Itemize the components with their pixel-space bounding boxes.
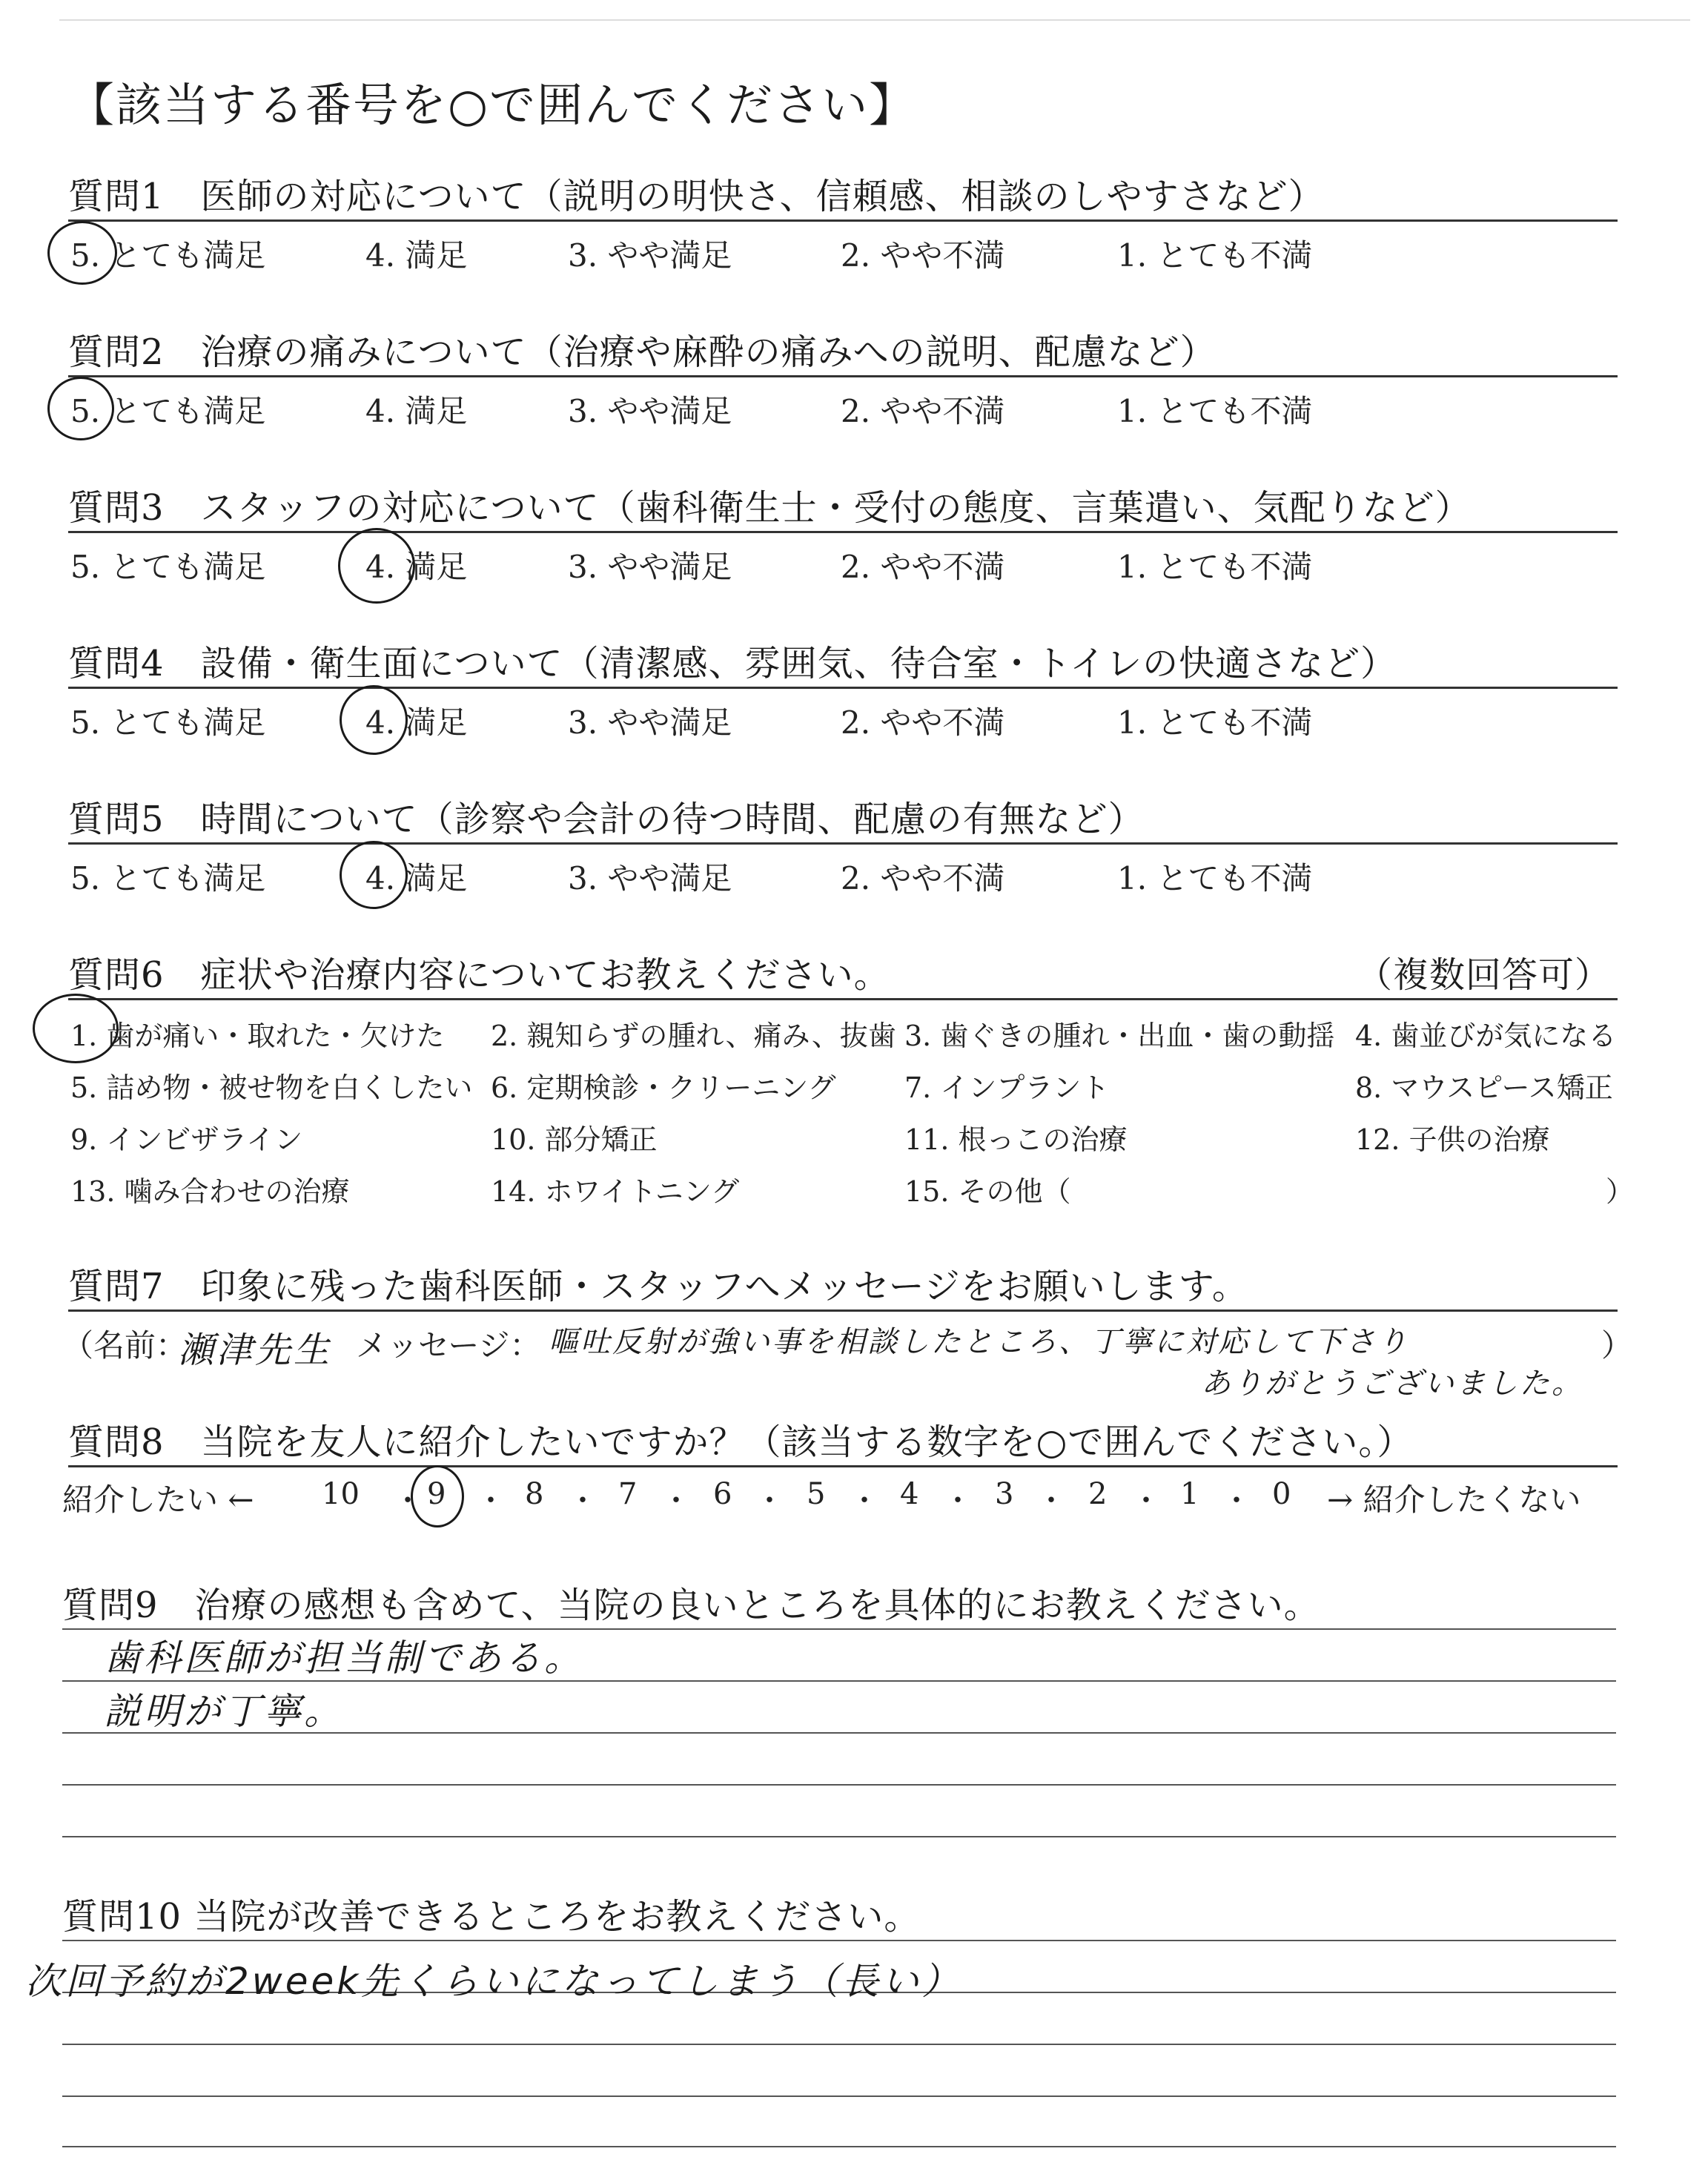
q4-label: 質問4 設備・衛生面について（清潔感、雰囲気、待合室・トイレの快適さなど）	[68, 643, 1397, 684]
q3-label: 質問3 スタッフの対応について（歯科衛生士・受付の態度、言葉遣い、気配りなど）	[68, 487, 1472, 529]
q8-number-8[interactable]: 8	[525, 1477, 544, 1511]
q10-line	[62, 2044, 1616, 2045]
q8-dot: ・	[943, 1484, 973, 1518]
q6-item-13[interactable]: 13. 噛み合わせの治療	[70, 1175, 350, 1208]
q8-dot: ・	[476, 1484, 506, 1518]
q8-label: 質問8 当院を友人に紹介したいですか？（該当する数字を○で囲んでください。）	[68, 1421, 1414, 1463]
q1-label: 質問1 医師の対応について（説明の明快さ、信頼感、相談のしやすさなど）	[68, 176, 1325, 217]
q8-number-2[interactable]: 2	[1088, 1477, 1108, 1511]
q10-answer-line-1[interactable]: 次回予約が2week先くらいになってしまう（長い）	[25, 1960, 962, 2003]
q8-dot: ・	[661, 1484, 691, 1518]
q8-dot: ・	[393, 1484, 423, 1518]
q2-option-1[interactable]: 1. とても不満	[1117, 393, 1313, 429]
q6-note: （複数回答可）	[1357, 954, 1612, 996]
q5-option-5[interactable]: 5. とても満足	[70, 860, 266, 896]
q8-number-0[interactable]: 0	[1272, 1477, 1291, 1511]
q1-option-2[interactable]: 2. やや不満	[841, 237, 1005, 274]
q8-dot: ・	[850, 1484, 879, 1518]
q8-dot: ・	[755, 1484, 784, 1518]
q2-option-4[interactable]: 4. 満足	[365, 393, 468, 429]
q9-line	[62, 1836, 1616, 1837]
q6-item-15[interactable]: 15. その他（	[904, 1175, 1071, 1208]
q5-option-3[interactable]: 3. やや満足	[568, 860, 732, 896]
q6-item-10[interactable]: 10. 部分矯正	[491, 1123, 658, 1156]
q5-option-4[interactable]: 4. 満足	[365, 860, 468, 896]
q1-option-4[interactable]: 4. 満足	[365, 237, 468, 274]
q6-item-11[interactable]: 11. 根っこの治療	[904, 1123, 1128, 1156]
page-title: 【該当する番号を○で囲んでください】	[68, 78, 917, 132]
q4-option-4[interactable]: 4. 満足	[365, 704, 468, 741]
q9-answer-line-2[interactable]: 説明が丁寧。	[104, 1690, 344, 1733]
q6-item-14[interactable]: 14. ホワイトニング	[491, 1175, 740, 1208]
q10-line	[62, 2095, 1616, 2097]
q6-item-6[interactable]: 6. 定期検診・クリーニング	[491, 1071, 836, 1104]
q5-label: 質問5 時間について（診察や会計の待つ時間、配慮の有無など）	[68, 799, 1145, 840]
q7-name-label: （名前：	[62, 1327, 188, 1364]
q2-selection-circle	[47, 377, 114, 440]
q6-item-3[interactable]: 3. 歯ぐきの腫れ・出血・歯の動揺	[904, 1020, 1335, 1052]
q6-item-5[interactable]: 5. 詰め物・被せ物を白くしたい	[70, 1071, 473, 1104]
q7-name-value[interactable]: 瀬津先生	[178, 1330, 333, 1371]
q7-message-value[interactable]: 嘔吐反射が強い事を相談したところ、丁寧に対応して下さり	[549, 1325, 1409, 1359]
q9-answer-line-1[interactable]: 歯科医師が担当制である。	[104, 1636, 584, 1680]
q5-selection-circle	[340, 841, 408, 909]
q7-rule	[68, 1309, 1618, 1312]
q6-item-7[interactable]: 7. インプラント	[904, 1071, 1110, 1104]
q4-option-3[interactable]: 3. やや満足	[568, 704, 732, 741]
q2-option-5[interactable]: 5. とても満足	[70, 393, 266, 429]
q8-number-4[interactable]: 4	[900, 1477, 919, 1511]
q6-rule	[68, 998, 1618, 1000]
q3-option-4[interactable]: 4. 満足	[365, 549, 468, 585]
q3-option-5[interactable]: 5. とても満足	[70, 549, 266, 585]
q5-rule	[68, 842, 1618, 845]
q8-dot: ・	[1131, 1484, 1161, 1518]
q4-selection-circle	[340, 685, 408, 755]
q3-option-1[interactable]: 1. とても不満	[1117, 549, 1313, 585]
q8-selection-circle	[411, 1465, 464, 1527]
q1-selection-circle	[47, 221, 117, 285]
scan-edge	[59, 19, 1690, 21]
q3-selection-circle	[338, 528, 415, 604]
q2-label: 質問2 治療の痛みについて（治療や麻酔の痛みへの説明、配慮など）	[68, 331, 1217, 373]
q6-item-4[interactable]: 4. 歯並びが気になる	[1355, 1020, 1617, 1052]
q4-option-1[interactable]: 1. とても不満	[1117, 704, 1313, 741]
q6-label: 質問6 症状や治療内容についてお教えください。	[68, 954, 890, 996]
q8-dot: ・	[1222, 1484, 1251, 1518]
q6-item-9[interactable]: 9. インビザライン	[70, 1123, 303, 1156]
q7-label: 質問7 印象に残った歯科医師・スタッフへメッセージをお願いします。	[68, 1266, 1248, 1307]
q5-option-1[interactable]: 1. とても不満	[1117, 860, 1313, 896]
q8-dot: ・	[1036, 1484, 1066, 1518]
q4-rule	[68, 687, 1618, 689]
q8-number-5[interactable]: 5	[807, 1477, 826, 1511]
q8-left-label: 紹介したい ←	[62, 1482, 254, 1518]
q8-rule	[68, 1465, 1618, 1467]
q8-number-10[interactable]: 10	[322, 1477, 360, 1511]
q9-label: 質問9 治療の感想も含めて、当院の良いところを具体的にお教えください。	[62, 1585, 1320, 1626]
q8-number-3[interactable]: 3	[995, 1477, 1014, 1511]
q2-option-3[interactable]: 3. やや満足	[568, 393, 732, 429]
q6-item-2[interactable]: 2. 親知らずの腫れ、痛み、抜歯	[491, 1020, 896, 1052]
q1-rule	[68, 219, 1618, 222]
q2-rule	[68, 375, 1618, 377]
q6-item-1[interactable]: 1. 歯が痛い・取れた・欠けた	[70, 1020, 445, 1052]
q1-option-5[interactable]: 5. とても満足	[70, 237, 266, 274]
q3-option-3[interactable]: 3. やや満足	[568, 549, 732, 585]
q5-option-2[interactable]: 2. やや不満	[841, 860, 1005, 896]
q4-option-5[interactable]: 5. とても満足	[70, 704, 266, 741]
q8-right-label: → 紹介したくない	[1327, 1482, 1581, 1518]
q6-item-12[interactable]: 12. 子供の治療	[1355, 1123, 1550, 1156]
q6-selection-circle	[33, 994, 119, 1063]
q8-dot: ・	[568, 1484, 598, 1518]
q9-line	[62, 1784, 1616, 1786]
q6-other-close-paren: ）	[1606, 1175, 1635, 1208]
q7-message-value-2[interactable]: ありがとうございました。	[1201, 1367, 1583, 1401]
q7-message-label: メッセージ：	[356, 1327, 541, 1364]
q1-option-1[interactable]: 1. とても不満	[1117, 237, 1313, 274]
q4-option-2[interactable]: 2. やや不満	[841, 704, 1005, 741]
q8-number-1[interactable]: 1	[1180, 1477, 1199, 1511]
q2-option-2[interactable]: 2. やや不満	[841, 393, 1005, 429]
q6-item-8[interactable]: 8. マウスピース矯正	[1355, 1071, 1613, 1104]
q8-number-6[interactable]: 6	[713, 1477, 732, 1511]
q8-number-7[interactable]: 7	[618, 1477, 638, 1511]
q10-line	[62, 1940, 1616, 1941]
q10-line	[62, 2146, 1616, 2147]
q7-close-paren: ）	[1601, 1327, 1633, 1364]
q3-rule	[68, 531, 1618, 533]
q10-label: 質問10 当院が改善できるところをお教えください。	[62, 1896, 921, 1938]
q1-option-3[interactable]: 3. やや満足	[568, 237, 732, 274]
q8-number-9[interactable]: 9	[427, 1477, 446, 1511]
q3-option-2[interactable]: 2. やや不満	[841, 549, 1005, 585]
